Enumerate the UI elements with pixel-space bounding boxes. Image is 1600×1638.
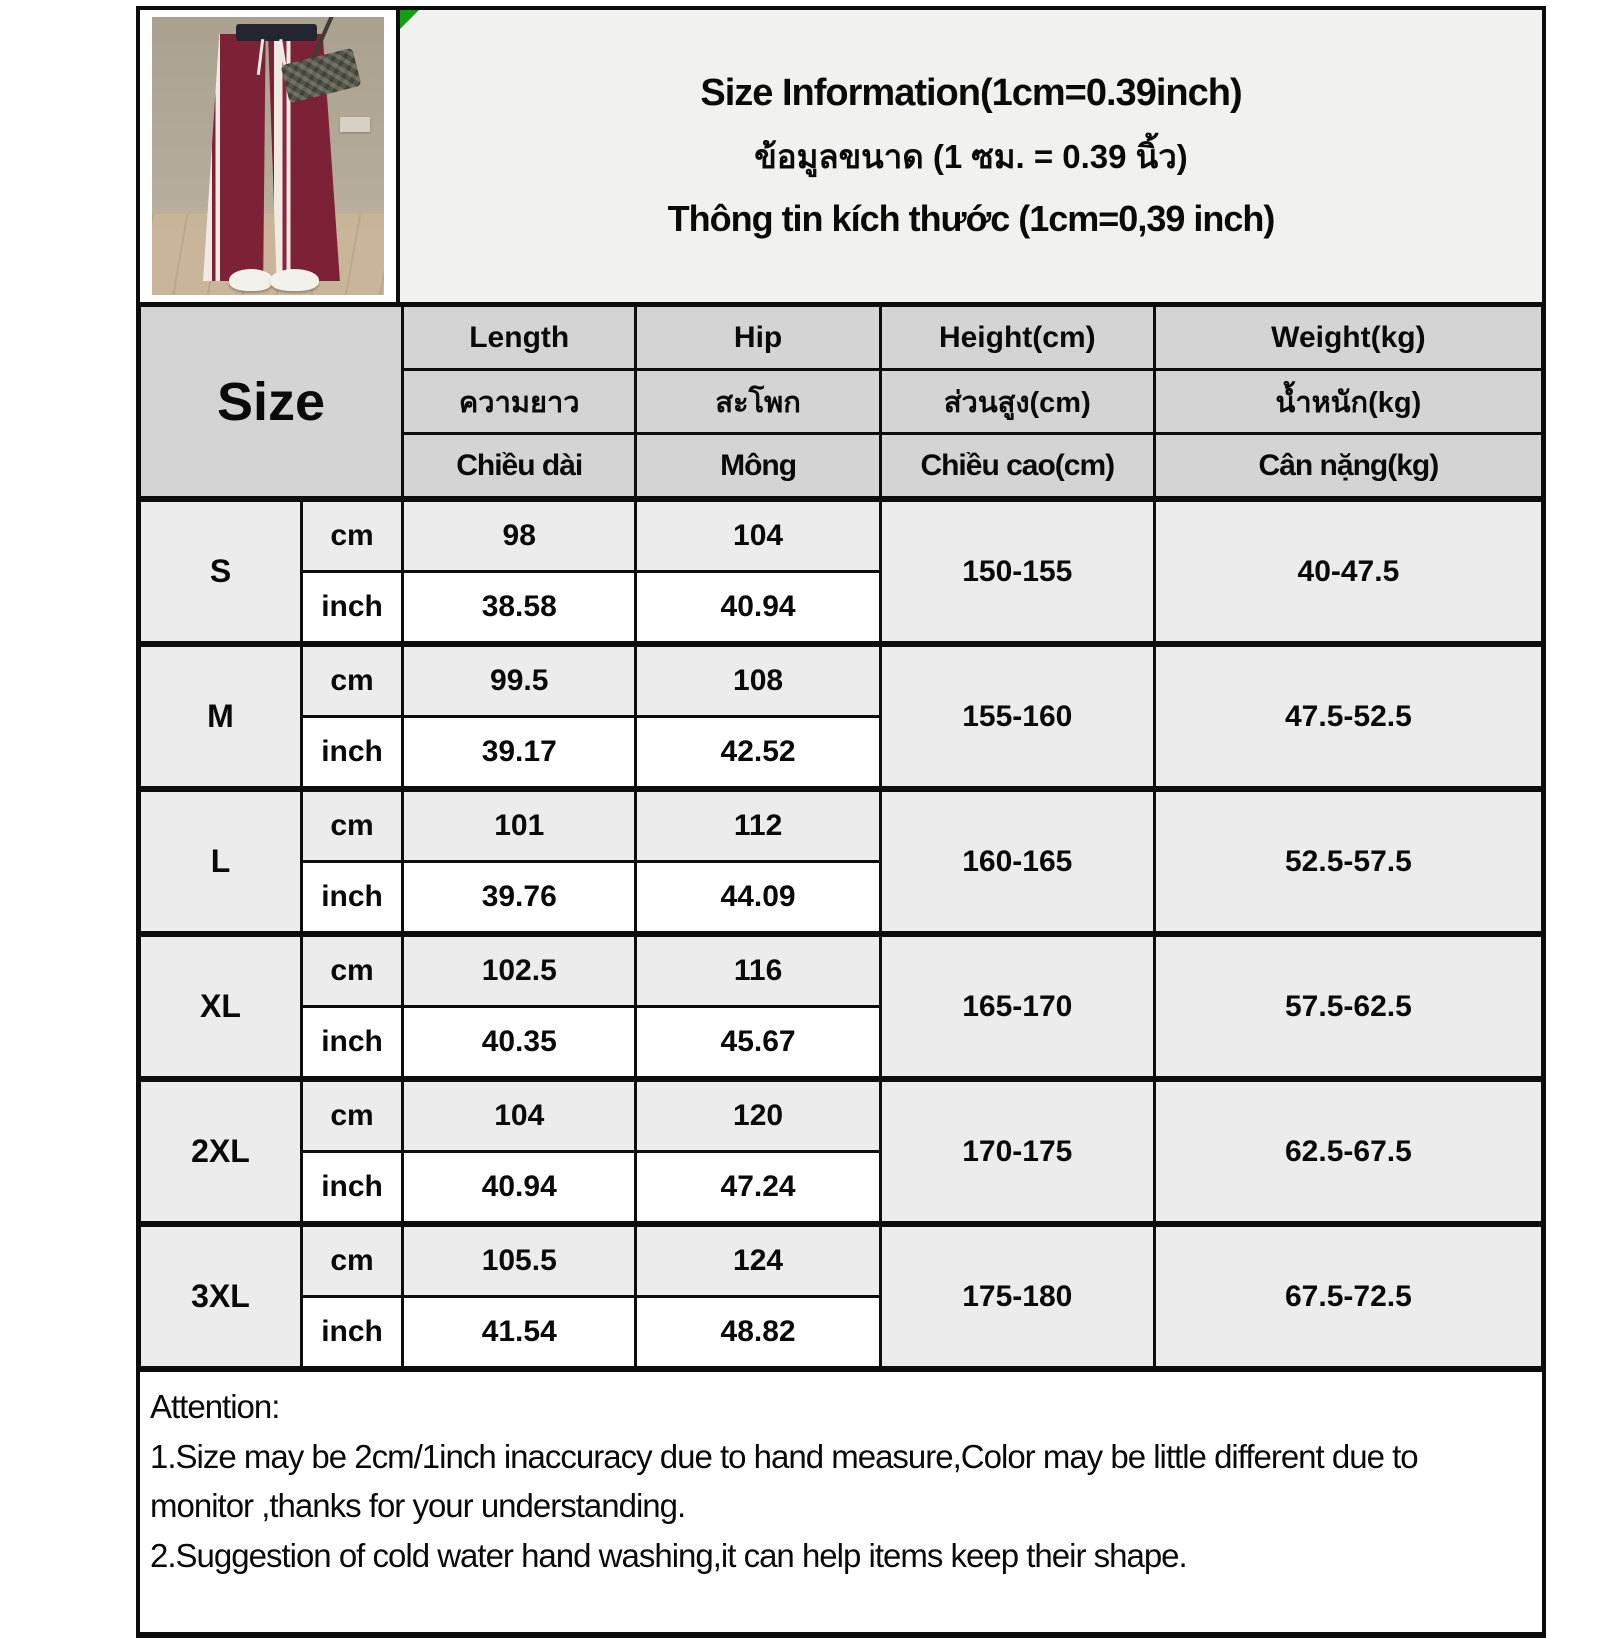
unit-inch-label: inch	[301, 1297, 402, 1369]
product-photo-cell	[136, 6, 400, 306]
size-header: Size	[139, 305, 403, 500]
3xl-length-cm: 105.5	[403, 1224, 636, 1297]
product-photo	[152, 17, 384, 295]
unit-inch-label: inch	[301, 717, 402, 790]
unit-cm-label: cm	[301, 934, 402, 1007]
l-hip-cm: 112	[636, 789, 880, 862]
unit-cm-label: cm	[301, 644, 402, 717]
top-block	[136, 6, 1546, 306]
white-sneaker	[229, 269, 273, 291]
unit-cm-label: cm	[301, 1079, 402, 1152]
white-sneaker	[270, 269, 319, 291]
title-english: Size Information(1cm=0.39inch)	[700, 72, 1242, 114]
size-row-xl-cm	[139, 934, 1544, 1007]
attention-note-2: 2.Suggestion of cold water hand washing,it can help items keep their shape.	[150, 1536, 1187, 1574]
col-header-length-vi: Chiều dài	[403, 434, 636, 500]
size-row-2xl-cm	[139, 1079, 1544, 1152]
xl-weight-range: 57.5-62.5	[1154, 934, 1543, 1079]
m-weight-range: 47.5-52.5	[1154, 644, 1543, 789]
attention-notes	[136, 1368, 1546, 1638]
xl-length-cm: 102.5	[403, 934, 636, 1007]
title-vietnamese: Thông tin kích thước (1cm=0,39 inch)	[667, 198, 1275, 239]
size-row-m-cm	[139, 644, 1544, 717]
m-length-inch: 39.17	[403, 717, 636, 790]
wall-outlet	[340, 117, 370, 132]
col-header-height-vi: Chiều cao(cm)	[880, 434, 1154, 500]
unit-inch-label: inch	[301, 1007, 402, 1080]
3xl-weight-range: 67.5-72.5	[1154, 1224, 1543, 1369]
size-3xl-label: 3XL	[139, 1224, 302, 1369]
col-header-weight-en: Weight(kg)	[1154, 305, 1543, 370]
xl-hip-cm: 116	[636, 934, 880, 1007]
2xl-height-range: 170-175	[880, 1079, 1154, 1224]
size-xl-label: XL	[139, 934, 302, 1079]
unit-inch-label: inch	[301, 1152, 402, 1225]
unit-cm-label: cm	[301, 789, 402, 862]
col-header-length-th: ความยาว	[403, 370, 636, 434]
2xl-hip-inch: 47.24	[636, 1152, 880, 1225]
size-m-label: M	[139, 644, 302, 789]
l-height-range: 160-165	[880, 789, 1154, 934]
s-height-range: 150-155	[880, 499, 1154, 644]
m-height-range: 155-160	[880, 644, 1154, 789]
2xl-length-inch: 40.94	[403, 1152, 636, 1225]
l-length-cm: 101	[403, 789, 636, 862]
s-hip-inch: 40.94	[636, 572, 880, 645]
xl-height-range: 165-170	[880, 934, 1154, 1079]
size-row-l-cm	[139, 789, 1544, 862]
unit-inch-label: inch	[301, 572, 402, 645]
3xl-length-inch: 41.54	[403, 1297, 636, 1369]
s-weight-range: 40-47.5	[1154, 499, 1543, 644]
unit-inch-label: inch	[301, 862, 402, 935]
unit-cm-label: cm	[301, 1224, 402, 1297]
title-thai: ข้อมูลขนาด (1 ซม. = 0.39 นิ้ว)	[754, 138, 1188, 175]
col-header-height-th: ส่วนสูง(cm)	[880, 370, 1154, 434]
attention-note-1: 1.Size may be 2cm/1inch inaccuracy due to hand measure,Color may be little different due to monitor ,thanks for your understanding.	[150, 1437, 1418, 1524]
xl-length-inch: 40.35	[403, 1007, 636, 1080]
col-header-weight-vi: Cân nặng(kg)	[1154, 434, 1543, 500]
3xl-height-range: 175-180	[880, 1224, 1154, 1369]
2xl-weight-range: 62.5-67.5	[1154, 1079, 1543, 1224]
size-l-label: L	[139, 789, 302, 934]
col-header-weight-th: น้ำหนัก(kg)	[1154, 370, 1543, 434]
size-row-s-cm	[139, 499, 1544, 572]
l-hip-inch: 44.09	[636, 862, 880, 935]
s-length-cm: 98	[403, 499, 636, 572]
unit-cm-label: cm	[301, 499, 402, 572]
3xl-hip-cm: 124	[636, 1224, 880, 1297]
3xl-hip-inch: 48.82	[636, 1297, 880, 1369]
m-hip-inch: 42.52	[636, 717, 880, 790]
green-corner-marker-icon	[400, 10, 419, 29]
size-chart-sheet	[136, 6, 1546, 1638]
pants-waistband	[236, 24, 317, 41]
m-hip-cm: 108	[636, 644, 880, 717]
size-s-label: S	[139, 499, 302, 644]
attention-heading: Attention:	[150, 1388, 280, 1425]
col-header-hip-vi: Mông	[636, 434, 880, 500]
2xl-length-cm: 104	[403, 1079, 636, 1152]
col-header-hip-th: สะโพก	[636, 370, 880, 434]
m-length-cm: 99.5	[403, 644, 636, 717]
size-table	[136, 302, 1546, 1371]
col-header-height-en: Height(cm)	[880, 305, 1154, 370]
col-header-length-en: Length	[403, 305, 636, 370]
xl-hip-inch: 45.67	[636, 1007, 880, 1080]
size-row-3xl-cm	[139, 1224, 1544, 1297]
s-hip-cm: 104	[636, 499, 880, 572]
l-weight-range: 52.5-57.5	[1154, 789, 1543, 934]
size-2xl-label: 2XL	[139, 1079, 302, 1224]
title-cell	[396, 6, 1546, 306]
l-length-inch: 39.76	[403, 862, 636, 935]
2xl-hip-cm: 120	[636, 1079, 880, 1152]
s-length-inch: 38.58	[403, 572, 636, 645]
header-row-english	[139, 305, 1544, 370]
col-header-hip-en: Hip	[636, 305, 880, 370]
